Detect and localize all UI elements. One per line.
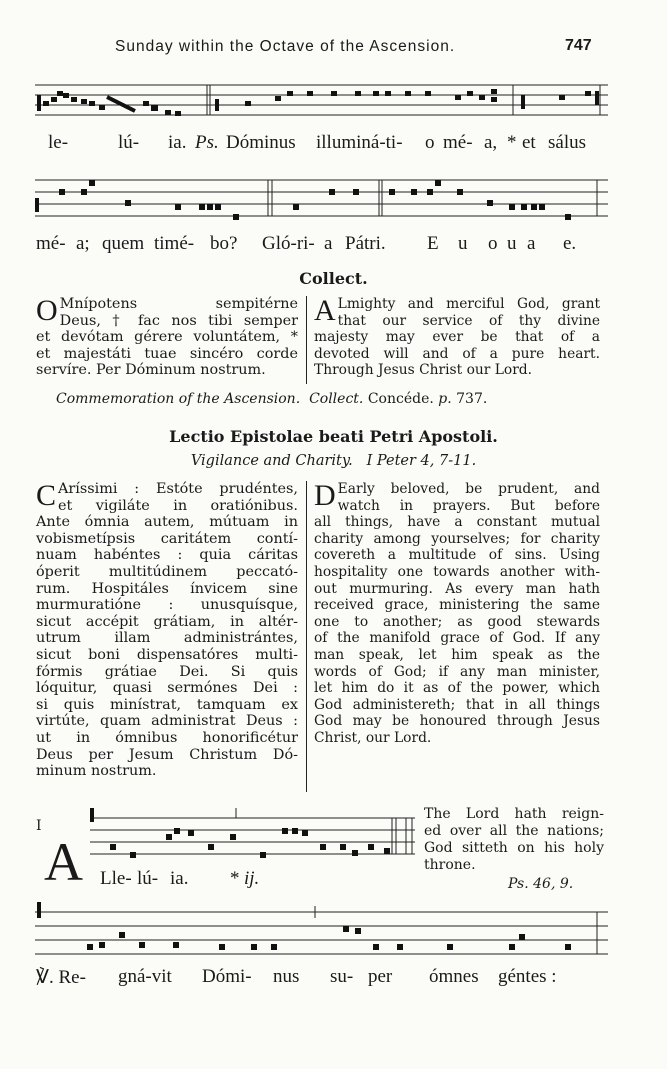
text-line: lóquitur, quasi sermónes Dei : xyxy=(36,680,298,697)
lyric-syllable: E xyxy=(427,233,439,254)
text-line: et majestáti tuae sincéro corde xyxy=(36,345,298,362)
lyric-syllable: per xyxy=(368,966,393,987)
column-divider-collect xyxy=(306,296,307,384)
lyric-syllable: lú- xyxy=(118,132,140,153)
text-line: God may be honoured through Jesus xyxy=(314,713,600,730)
lyric-syllable: e. xyxy=(563,233,577,254)
text-line: si quis minístrat, tamquam ex xyxy=(36,696,298,713)
lyric-syllable: a xyxy=(527,233,536,254)
text-line: Through Jesus Christ our Lord. xyxy=(314,362,533,379)
collect-english-initial: A xyxy=(314,294,336,327)
text-line: The Lord hath reign- xyxy=(424,806,604,822)
lyric-syllable: mé- xyxy=(36,233,66,254)
epistle-reference: I Peter 4, 7-11. xyxy=(366,453,477,469)
text-line: minum nostrum. xyxy=(36,763,157,780)
collect-latin xyxy=(36,296,298,379)
text-line: et vigiláte in oratiónibus. xyxy=(58,497,298,514)
lyric-syllable: * xyxy=(230,868,240,889)
text-line: óperit multitúdinem peccató- xyxy=(36,563,298,580)
lyric-syllable: ia. xyxy=(170,868,189,889)
text-line: majesty may ever be that of a xyxy=(314,329,600,346)
lyric-syllable: mé- xyxy=(443,132,473,153)
lyric-syllable: ij. xyxy=(244,868,260,889)
collect-latin-lines xyxy=(36,296,298,379)
lyric-syllable: quem xyxy=(102,233,145,254)
text-line: fórmis grátiae Dei. Si quis xyxy=(36,663,298,680)
lyric-syllable: Ps. xyxy=(195,132,219,153)
commemoration-incipit: Concéde. xyxy=(367,391,434,407)
lyric-syllable: Lle- xyxy=(100,868,132,889)
lyric-syllable: sálus xyxy=(548,132,586,153)
text-line: man speak, let him speak as the xyxy=(314,646,600,663)
lyric-syllable: timé- xyxy=(154,233,195,254)
lyric-syllable: Dóminus xyxy=(226,132,296,153)
chant-2-lyrics xyxy=(0,233,667,257)
text-line: virtúte, quam administrat Deus : xyxy=(36,713,298,730)
text-line: hospitality one towards another with- xyxy=(314,563,600,580)
lyric-syllable: ómnes xyxy=(429,966,479,987)
epistle-english-lines xyxy=(314,481,600,747)
lyric-syllable: géntes : xyxy=(498,966,557,987)
text-line: throne. xyxy=(424,857,476,873)
lyric-syllable: Dómi- xyxy=(202,966,252,987)
text-line: ut in ómnibus honorificétur xyxy=(36,729,298,746)
alleluia-lyrics xyxy=(0,868,420,892)
verse-staff xyxy=(35,898,608,962)
epistle-latin xyxy=(36,481,298,780)
text-line: Ante ómnia autem, mútuam in xyxy=(36,514,298,531)
alleluia-translation xyxy=(424,806,604,874)
lyric-syllable: ia. xyxy=(168,132,187,153)
verse-lyrics xyxy=(0,966,667,990)
epistle-english xyxy=(314,481,600,747)
lyric-syllable: su- xyxy=(330,966,354,987)
text-line: servíre. Per Dóminum nostrum. xyxy=(36,362,266,379)
text-line: rum. Hospitáles ínvicem sine xyxy=(36,580,298,597)
text-line: covereth a multitude of sins. Using xyxy=(314,547,600,564)
collect-english xyxy=(314,296,600,379)
text-line: Early beloved, be prudent, and xyxy=(337,481,600,497)
verse-staff-lines xyxy=(35,898,608,962)
column-divider-epistle xyxy=(306,481,307,792)
commemoration-page-label: p. xyxy=(438,391,452,407)
text-line: ed over all the nations; xyxy=(424,823,604,839)
text-line: all things, have a constant mutual xyxy=(314,514,600,531)
epistle-latin-lines xyxy=(36,481,298,780)
lyric-syllable: bo? xyxy=(210,233,238,254)
text-line: received grace, ministering the same xyxy=(314,597,600,614)
lyric-syllable: a, xyxy=(484,132,498,153)
collect-english-lines xyxy=(314,296,600,379)
text-line: God administereth; that in all things xyxy=(314,696,600,713)
lyric-syllable: et xyxy=(522,132,536,153)
text-line: devoted will and of a pure heart. xyxy=(314,345,600,362)
lyric-syllable: u xyxy=(458,233,468,254)
text-line: Aríssimi : Estóte prudéntes, xyxy=(58,481,298,497)
mode-number: I xyxy=(36,818,42,834)
text-line: sicut boni dispensatóres multi- xyxy=(36,646,298,663)
text-line: one to another; as good stewards xyxy=(314,613,600,630)
lyric-syllable: Pátri. xyxy=(345,233,386,254)
text-line: Lmighty and merciful God, grant xyxy=(337,296,600,312)
page-number: 747 xyxy=(565,37,592,54)
staff-lines-2 xyxy=(35,172,608,227)
text-line: murmuratióne : unusquísque, xyxy=(36,597,298,614)
lyric-syllable: o xyxy=(488,233,498,254)
commemoration-title: Commemoration of the Ascension. xyxy=(56,391,301,407)
chant-staff-2 xyxy=(35,172,608,227)
chant-staff-1 xyxy=(35,75,608,130)
alleluia-initial: A xyxy=(44,832,83,892)
commemoration-page: 737. xyxy=(456,391,488,407)
alleluia-staff xyxy=(90,806,415,866)
text-line: vobismetípsis caritátem contí- xyxy=(36,530,298,547)
text-line: Deus, † fac nos tibi semper xyxy=(59,312,298,329)
lyric-syllable: le- xyxy=(48,132,69,153)
lyric-syllable: a xyxy=(324,233,333,254)
text-line: of the manifold grace of God. If any xyxy=(314,630,600,647)
alleluia-psalm-ref: Ps. 46, 9. xyxy=(508,876,574,892)
text-line: charity among yourselves; for charity xyxy=(314,530,600,547)
lyric-syllable: a; xyxy=(76,233,90,254)
lyric-syllable: o xyxy=(425,132,435,153)
collect-latin-initial: O xyxy=(36,294,58,327)
text-line: et devótam gérere voluntátem, * xyxy=(36,329,298,346)
text-line: God sitteth on his holy xyxy=(424,840,604,856)
text-line: Deus per Jesum Christum Dó- xyxy=(36,746,298,763)
epistle-subtitle: Vigilance and Charity. xyxy=(190,453,353,469)
commemoration-collect-label: Collect. xyxy=(309,391,364,407)
lyric-syllable: ℣. Re- xyxy=(36,967,86,988)
lyric-syllable: illuminá-ti- xyxy=(316,132,403,153)
lyric-syllable: u xyxy=(507,233,517,254)
text-line: that our service of thy divine xyxy=(337,312,600,329)
epistle-english-initial: D xyxy=(314,479,336,512)
text-line: utrum illam administrántes, xyxy=(36,630,298,647)
text-line: watch in prayers. But before xyxy=(337,497,600,514)
running-header: Sunday within the Octave of the Ascension. xyxy=(115,38,456,55)
staff-lines-1 xyxy=(35,75,608,130)
collect-heading: Collect. xyxy=(299,269,368,288)
text-line: Christ, our Lord. xyxy=(314,729,432,746)
chant-1-lyrics xyxy=(0,132,667,156)
alleluia-translation-lines xyxy=(424,806,604,874)
text-line: out murmuring. As every man hath xyxy=(314,580,600,597)
text-line: sicut accépit grátiam, in altér- xyxy=(36,613,298,630)
lyric-syllable: lú- xyxy=(137,868,159,889)
lyric-syllable: gná-vit xyxy=(118,966,172,987)
lyric-syllable: Gló-ri- xyxy=(262,233,315,254)
lyric-syllable: nus xyxy=(273,966,300,987)
lyric-syllable: * xyxy=(507,132,517,153)
epistle-subtitle-line xyxy=(0,453,667,469)
text-line: let him do it as of the power, which xyxy=(314,680,600,697)
commemoration-line xyxy=(56,391,487,407)
epistle-latin-initial: C xyxy=(36,479,57,512)
epistle-heading: Lectio Epistolae beati Petri Apostoli. xyxy=(169,427,498,446)
text-line: Mnípotens sempitérne xyxy=(59,296,298,312)
text-line: words of God; if any man minister, xyxy=(314,663,600,680)
text-line: nuam habéntes : quia cáritas xyxy=(36,547,298,564)
alleluia-staff-lines xyxy=(90,806,415,866)
